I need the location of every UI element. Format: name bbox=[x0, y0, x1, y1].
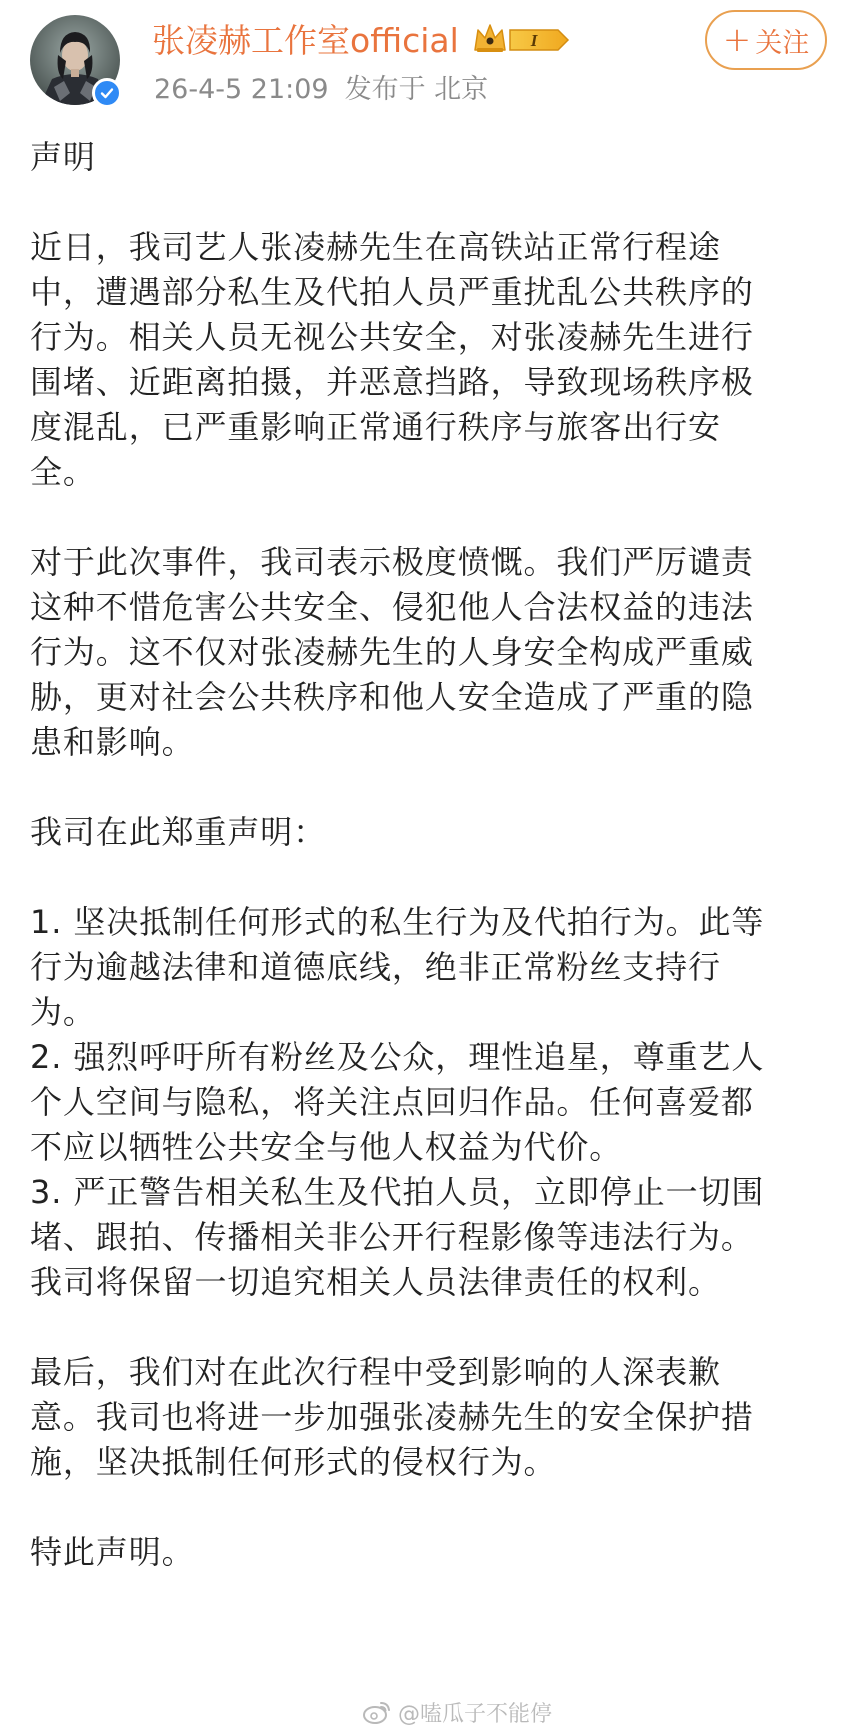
post-header bbox=[0, 0, 861, 118]
verified-icon bbox=[92, 78, 122, 108]
post-paragraph: 最后，我们对在此次行程中受到影响的人深表歉 意。我司也将进一步加强张凌赫先生的安全保护措 施，坚决抵制任何形式的侵权行为。 bbox=[30, 1353, 754, 1481]
watermark-text: @嗑瓜子不能停 bbox=[398, 1701, 553, 1727]
weibo-logo-icon bbox=[362, 1699, 392, 1725]
level-text: I bbox=[530, 31, 538, 50]
paragraph-gap bbox=[30, 855, 830, 900]
follow-label: 关注 bbox=[755, 27, 810, 59]
post-meta bbox=[154, 70, 488, 110]
paragraph-gap bbox=[30, 495, 830, 540]
paragraph-gap bbox=[30, 1305, 830, 1350]
post-paragraph: 我司在此郑重声明： bbox=[30, 813, 327, 851]
post-location: 发布于 北京 bbox=[344, 74, 489, 105]
post-body bbox=[30, 135, 830, 1575]
post-paragraph: 对于此次事件，我司表示极度愤慨。我们严厉谴责 这种不惜危害公共安全、侵犯他人合法权益的违法 行为。这不仅对张凌赫先生的人身安全构成严重威 胁，更对社会公共秩序和他人安全造成了严重的隐 患和影响。 bbox=[30, 543, 754, 761]
username[interactable]: 张凌赫工作室official bbox=[152, 21, 459, 60]
paragraph-gap bbox=[30, 180, 830, 225]
post-title: 声明 bbox=[30, 138, 96, 176]
post-paragraph: 近日，我司艺人张凌赫先生在高铁站正常行程途 中，遭遇部分私生及代拍人员严重扰乱公共秩序的 行为。相关人员无视公共安全，对张凌赫先生进行 围堵、近距离拍摄，并恶意挡路，导致现场秩序极 度混乱，已严重影响正常通行秩序与旅客出行安 全。 bbox=[30, 228, 754, 491]
post-list: 1. 坚决抵制任何形式的私生行为及代拍行为。此等 行为逾越法律和道德底线，绝非正常粉丝支持行 为。 2. 强烈呼吁所有粉丝及公众，理性追星，尊重艺人 个人空间与隐私，将关注点回归作品。任何喜爱都 不应以牺牲公共安全与他人权益为代价。 3. 严正警告相关私生及代拍人员，立即停止一切围 堵、跟拍、传播相关非公开行程影像等违法行为。 我司将保留一切追究相关人员法律责任的权利。 bbox=[30, 903, 765, 1301]
post-timestamp: 26-4-5 21:09 bbox=[154, 74, 329, 105]
watermark bbox=[362, 1695, 552, 1729]
post-closing: 特此声明。 bbox=[30, 1533, 195, 1571]
follow-button[interactable] bbox=[705, 10, 827, 70]
crown-icon bbox=[472, 20, 508, 56]
plus-icon: + bbox=[722, 20, 752, 60]
paragraph-gap bbox=[30, 1485, 830, 1530]
paragraph-gap bbox=[30, 765, 830, 810]
level-badge bbox=[508, 28, 570, 52]
